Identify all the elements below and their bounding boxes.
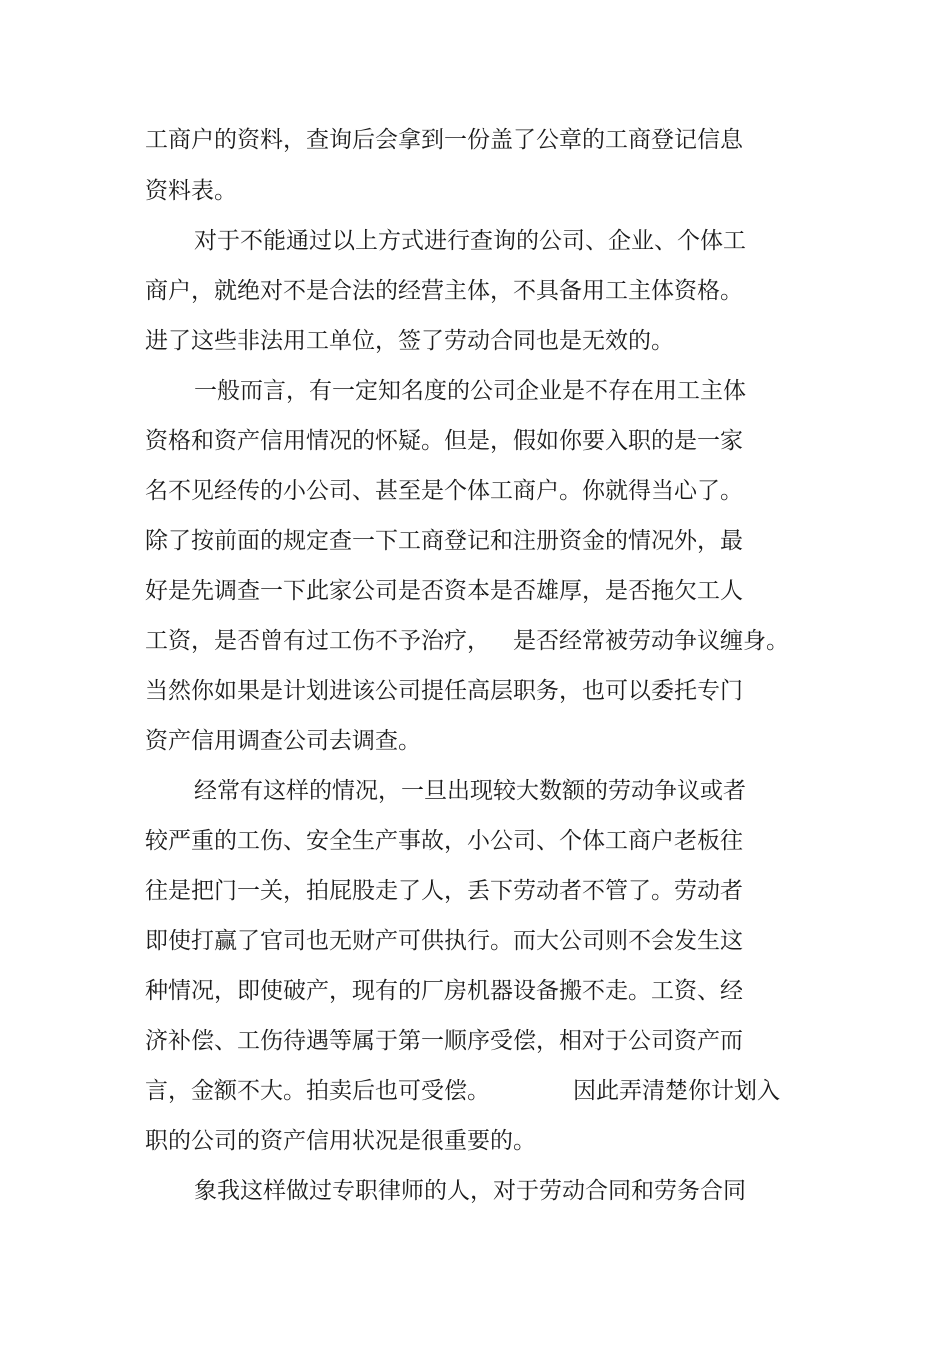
text-line: 往是把门一关，拍屁股走了人，丢下劳动者不管了。劳动者	[145, 878, 743, 904]
text-line: 商户，就绝对不是合法的经营主体，不具备用工主体资格。	[145, 278, 743, 304]
paragraph-first-line: 经常有这样的情况，一旦出现较大数额的劳动争议或者	[194, 778, 746, 804]
text-line: 即使打赢了官司也无财产可供执行。而大公司则不会发生这	[145, 928, 743, 954]
text-line: 好是先调查一下此家公司是否资本是否雄厚，是否拖欠工人	[145, 578, 743, 604]
text-line: 济补偿、工伤待遇等属于第一顺序受偿，相对于公司资产而	[145, 1028, 743, 1054]
text-line: 当然你如果是计划进该公司提任高层职务，也可以委托专门	[145, 678, 743, 704]
paragraph-first-line: 对于不能通过以上方式进行查询的公司、企业、个体工	[194, 228, 746, 254]
text-line: 职的公司的资产信用状况是很重要的。	[145, 1128, 536, 1154]
text-line: 工商户的资料，查询后会拿到一份盖了公章的工商登记信息	[145, 127, 743, 153]
text-line: 较严重的工伤、安全生产事故，小公司、个体工商户老板往	[145, 828, 743, 854]
text-line: 种情况，即使破产，现有的厂房机器设备搬不走。工资、经	[145, 978, 743, 1004]
text-line: 资产信用调查公司去调查。	[145, 728, 421, 754]
paragraph-first-line: 一般而言，有一定知名度的公司企业是不存在用工主体	[194, 378, 746, 404]
text-line: 名不见经传的小公司、甚至是个体工商户。你就得当心了。	[145, 478, 743, 504]
text-line-continuation: 是否经常被劳动争议缠身。	[513, 628, 789, 654]
text-line: 资格和资产信用情况的怀疑。但是，假如你要入职的是一家	[145, 428, 743, 454]
paragraph-first-line: 象我这样做过专职律师的人，对于劳动合同和劳务合同	[194, 1178, 746, 1204]
text-line-continuation: 因此弄清楚你计划入	[573, 1078, 780, 1104]
text-line: 除了按前面的规定查一下工商登记和注册资金的情况外，最	[145, 528, 743, 554]
text-line: 工资，是否曾有过工伤不予治疗，	[145, 628, 490, 654]
text-line: 言，金额不大。拍卖后也可受偿。	[145, 1078, 490, 1104]
text-line: 资料表。	[145, 178, 237, 204]
text-line: 进了这些非法用工单位，签了劳动合同也是无效的。	[145, 328, 674, 354]
